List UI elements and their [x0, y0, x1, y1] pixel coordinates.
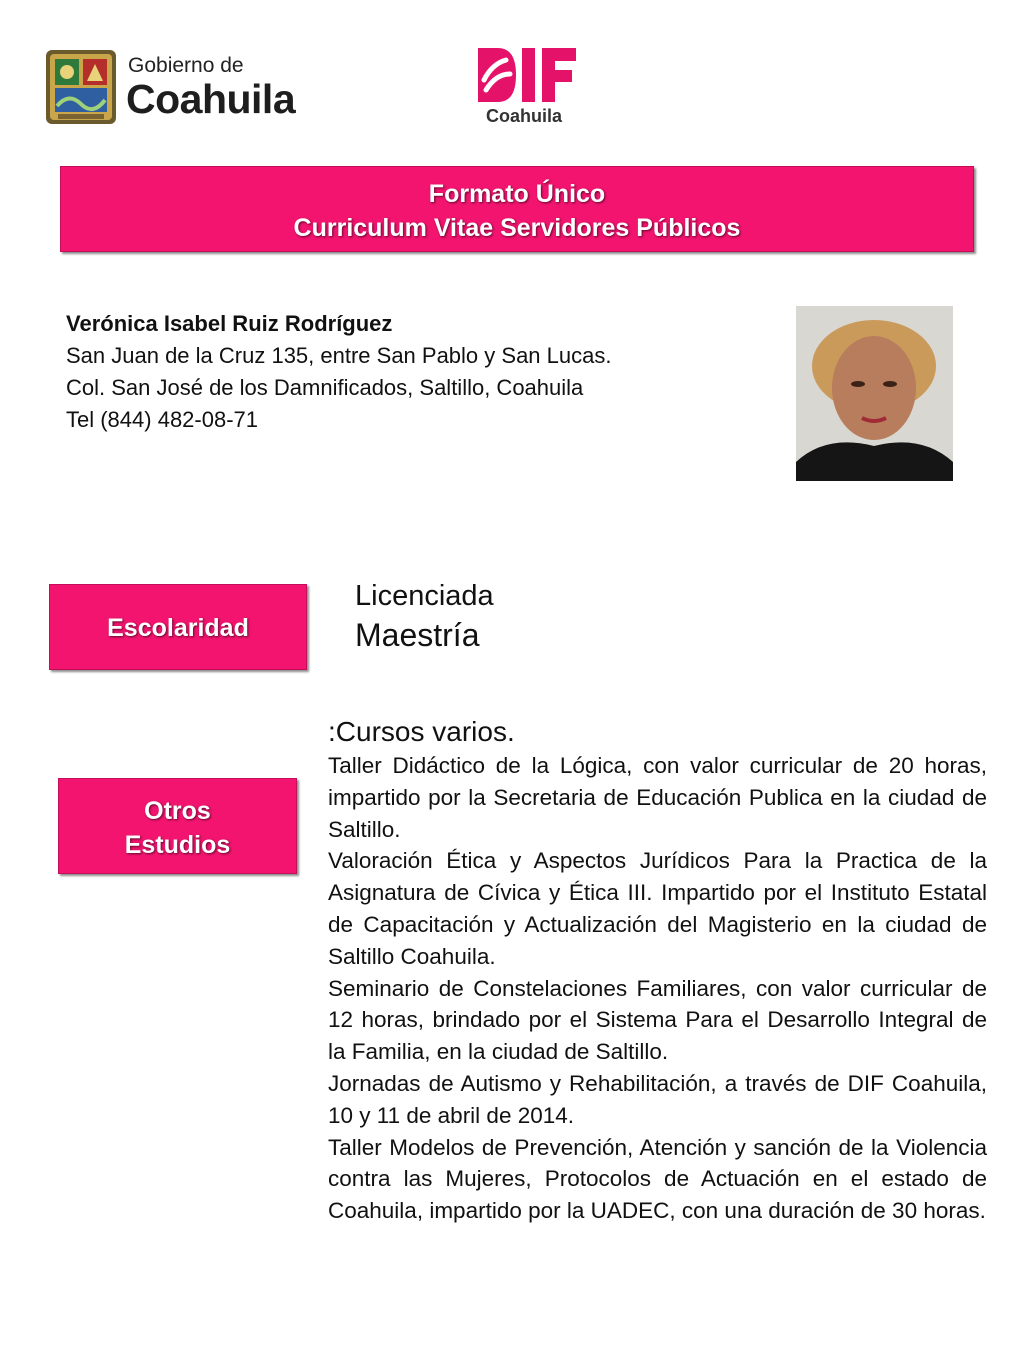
degrees-list	[355, 578, 494, 656]
dif-coahuila-logo	[476, 44, 586, 130]
person-address-line2: Col. San José de los Damnificados, Saltillo, Coahuila	[66, 375, 584, 400]
section-label-escolaridad: Escolaridad	[49, 584, 307, 670]
degree-item: Licenciada	[355, 580, 494, 612]
courses-title: :Cursos varios.	[328, 716, 515, 747]
form-title-line2: Curriculum Vitae Servidores Públicos	[293, 214, 741, 242]
logo-text-gobierno-de: Gobierno de	[128, 54, 244, 77]
coahuila-shield-icon	[44, 48, 118, 126]
course-item: Seminario de Constelaciones Familiares, con valor curricular de 12 horas, brindado por el Sistema Para el Desarrollo Integral de la Familia, en la ciudad de Saltillo.	[328, 975, 987, 1065]
gobierno-coahuila-logo	[44, 46, 304, 128]
logo-text-coahuila: Coahuila	[126, 76, 296, 122]
portrait-image	[796, 306, 953, 481]
profile-photo	[796, 306, 953, 481]
course-item: Taller Modelos de Prevención, Atención y sanción de la Violencia contra las Mujeres, Protocolos de Actuación en el estado de Coahuila, impartido por la UADEC, con una duración de 30 horas.	[328, 1134, 987, 1224]
section-label-otros-estudios	[58, 778, 297, 874]
course-item: Taller Didáctico de la Lógica, con valor curricular de 20 horas, impartido por la Secretaria de Educación Publica en la ciudad de Saltillo.	[328, 753, 987, 842]
person-name: Verónica Isabel Ruiz Rodríguez	[66, 311, 393, 336]
person-phone: Tel (844) 482-08-71	[66, 407, 259, 432]
person-address-line1: San Juan de la Cruz 135, entre San Pablo y San Lucas.	[66, 343, 612, 368]
otros-label-line2: Estudios	[124, 831, 231, 859]
courses-list	[328, 750, 987, 1227]
personal-info	[66, 308, 720, 436]
dif-text: DIF	[476, 44, 478, 45]
course-item: Jornadas de Autismo y Rehabilitación, a través de DIF Coahuila, 10 y 11 de abril de 2014.	[328, 1070, 987, 1128]
otros-label-line1: Otros	[144, 797, 211, 825]
form-title-banner	[60, 166, 974, 252]
course-item: Valoración Ética y Aspectos Jurídicos Para la Practica de la Asignatura de Cívica y Ética III. Impartido por el Instituto Estatal de Capacitación y Actualización del Magisterio en la ciudad de Saltillo Coahuila.	[328, 848, 987, 969]
degree-item: Maestría	[355, 617, 480, 653]
courses-section	[328, 714, 987, 1227]
dif-hand-mark-icon	[476, 44, 580, 106]
form-title-line1: Formato Único	[428, 180, 606, 208]
dif-subtitle: Coahuila	[486, 106, 563, 126]
